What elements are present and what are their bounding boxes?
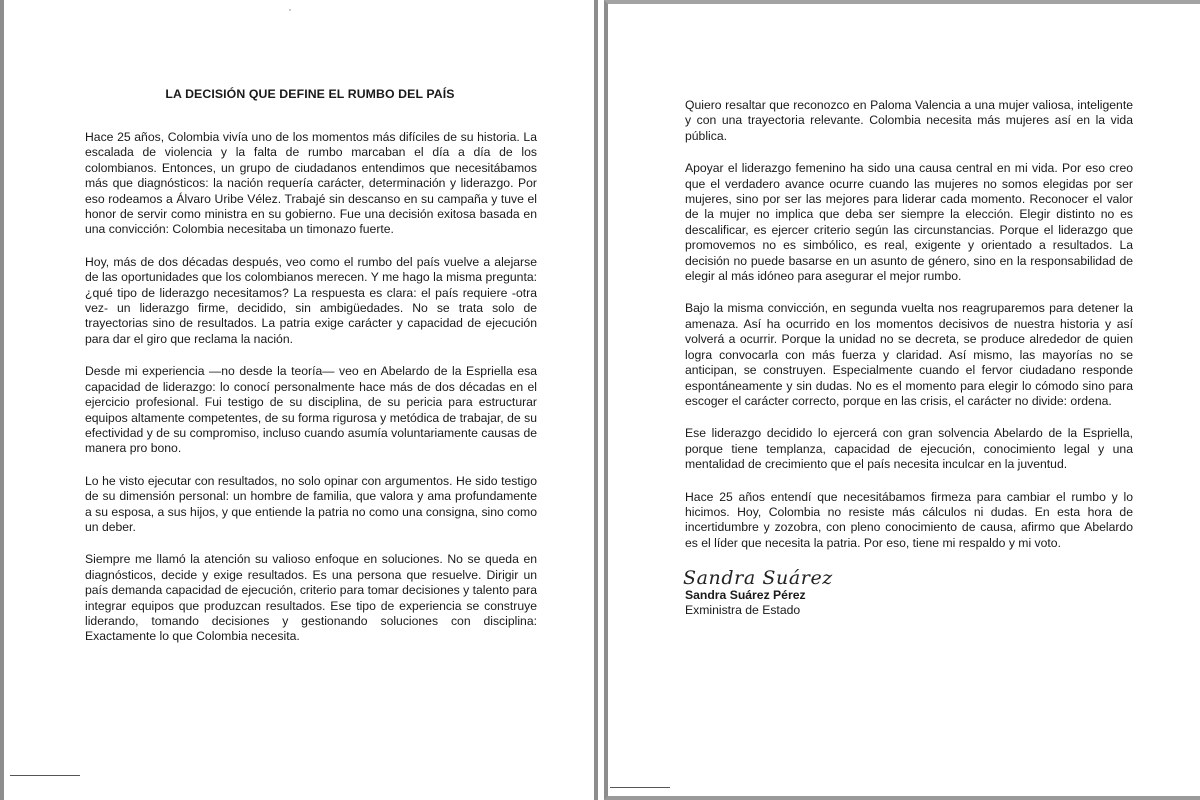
scan-edge-line <box>610 787 670 788</box>
right-page <box>604 0 1200 800</box>
paragraph: Bajo la misma convicción, en segunda vuelta nos reagruparemos para detener la amenaza. Así ha ocurrido en los momentos decisivos de nuestra historia y así volverá a ocurrir. Porque la unidad no se decreta, se produce alrededor de quien logra convocarla con más fuerza y claridad. Así mismo, las mayorías no se anticipan, se construyen. Especialmente cuando el fervor ciudadano responde espontáneamente y sin dudas. No es el momento para elegir lo cómodo sino para escoger el carácter correcto, porque en las crisis, el carácter no divide: ordena. <box>685 301 1133 408</box>
paragraph: Hace 25 años entendí que necesitábamos firmeza para cambiar el rumbo y lo hicimos. Hoy, Colombia no resiste más cálculos ni dudas. En esta hora de incertidumbre y zozobra, con pleno conocimiento de causa, afirmo que Abelardo es el líder que necesita la patria. Por eso, tiene mi respaldo y mi voto. <box>685 489 1133 550</box>
document-title: LA DECISIÓN QUE DEFINE EL RUMBO DEL PAÍS <box>165 87 455 101</box>
scan-edge-line <box>10 775 80 776</box>
paragraph: Lo he visto ejecutar con resultados, no solo opinar con argumentos. He sido testigo de su dimensión personal: un hombre de familia, que valora y ama profundamente a su esposa, a sus hijos, y que entiende la patria no como una consigna, sino como un deber. <box>85 473 537 534</box>
right-column <box>685 98 1133 618</box>
signer-name: Sandra Suárez Pérez <box>685 588 806 603</box>
paragraph: Apoyar el liderazgo femenino ha sido una causa central en mi vida. Por eso creo que el verdadero avance ocurre cuando las mujeres no somos elegidas por ser mujeres, sino por ser las mejores para liderar cada momento. Reconocer el valor de la mujer no implica que deba ser siempre la elección. Elegir distinto no es descalificar, es ejercer criterio según las circunstancias. Porque el liderazgo que promovemos no es simbólico, es real, exigente y orientado a resultados. La decisión no puede basarse en un asunto de género, sino en la responsabilidad de elegir al más idóneo para asegurar el mejor rumbo. <box>685 161 1133 284</box>
paragraph: Desde mi experiencia —no desde la teoría— veo en Abelardo de la Espriella esa capacidad de liderazgo: lo conocí personalmente hace más de dos décadas en el ejercicio profesional. Fui testigo de su disciplina, de su pericia para estructurar equipos altamente competentes, de su forma rigurosa y metódica de trabajar, de su efectividad y de su compromiso, incluso cuando asumía voluntariamente causas de manera pro bono. <box>85 364 537 456</box>
paragraph: Quiero resaltar que reconozco en Paloma Valencia a una mujer valiosa, inteligente y con una trayectoria relevante. Colombia necesita más mujeres así en la vida pública. <box>685 98 1133 143</box>
signer-role: Exministra de Estado <box>685 603 801 618</box>
paragraph: Hace 25 años, Colombia vivía uno de los momentos más difíciles de su historia. La escalada de violencia y la falta de rumbo marcaban el día a día de los colombianos. Entonces, un grupo de ciudadanos entendimos que necesitábamos más que diagnósticos: la nación requería carácter, determinación y liderazgo. Por eso rodeamos a Álvaro Uribe Vélez. Trabajé sin descanso en su campaña y tuve el honor de servir como ministra en su gobierno. Fue una decisión exitosa basada en una convicción: Colombia necesitaba un timonazo fuerte. <box>85 130 537 237</box>
left-page <box>0 0 598 800</box>
handwritten-signature: Sandra Suárez <box>683 567 833 590</box>
paragraph: Hoy, más de dos décadas después, veo como el rumbo del país vuelve a alejarse de las oportunidades que los colombianos merecen. Y me hago la misma pregunta: ¿qué tipo de liderazgo necesitamos? La respuesta es clara: el país requiere -otra vez- un liderazgo firme, decidido, sin ambigüedades. No se trata solo de trayectorias sino de resultados. La patria exige carácter y capacidad de ejecución para dar el giro que reclama la nación. <box>85 254 537 346</box>
paragraph: Siempre me llamó la atención su valioso enfoque en soluciones. No se queda en diagnósticos, decide y exige resultados. Es una persona que resuelve. Dirigir un país demanda capacidad de ejecución, criterio para tomar decisiones y talento para integrar equipos que produzcan resultados. Ese tipo de experiencia se construye liderando, tomando decisiones y gestionando soluciones con disciplina: Exactamente lo que Colombia necesita. <box>85 552 537 644</box>
scan-speck <box>289 9 291 11</box>
left-column <box>85 130 537 662</box>
paragraph: Ese liderazgo decidido lo ejercerá con gran solvencia Abelardo de la Espriella, porque tiene templanza, capacidad de ejecución, conocimiento legal y una mentalidad de crecimiento que el país necesita inculcar en la juventud. <box>685 426 1133 472</box>
